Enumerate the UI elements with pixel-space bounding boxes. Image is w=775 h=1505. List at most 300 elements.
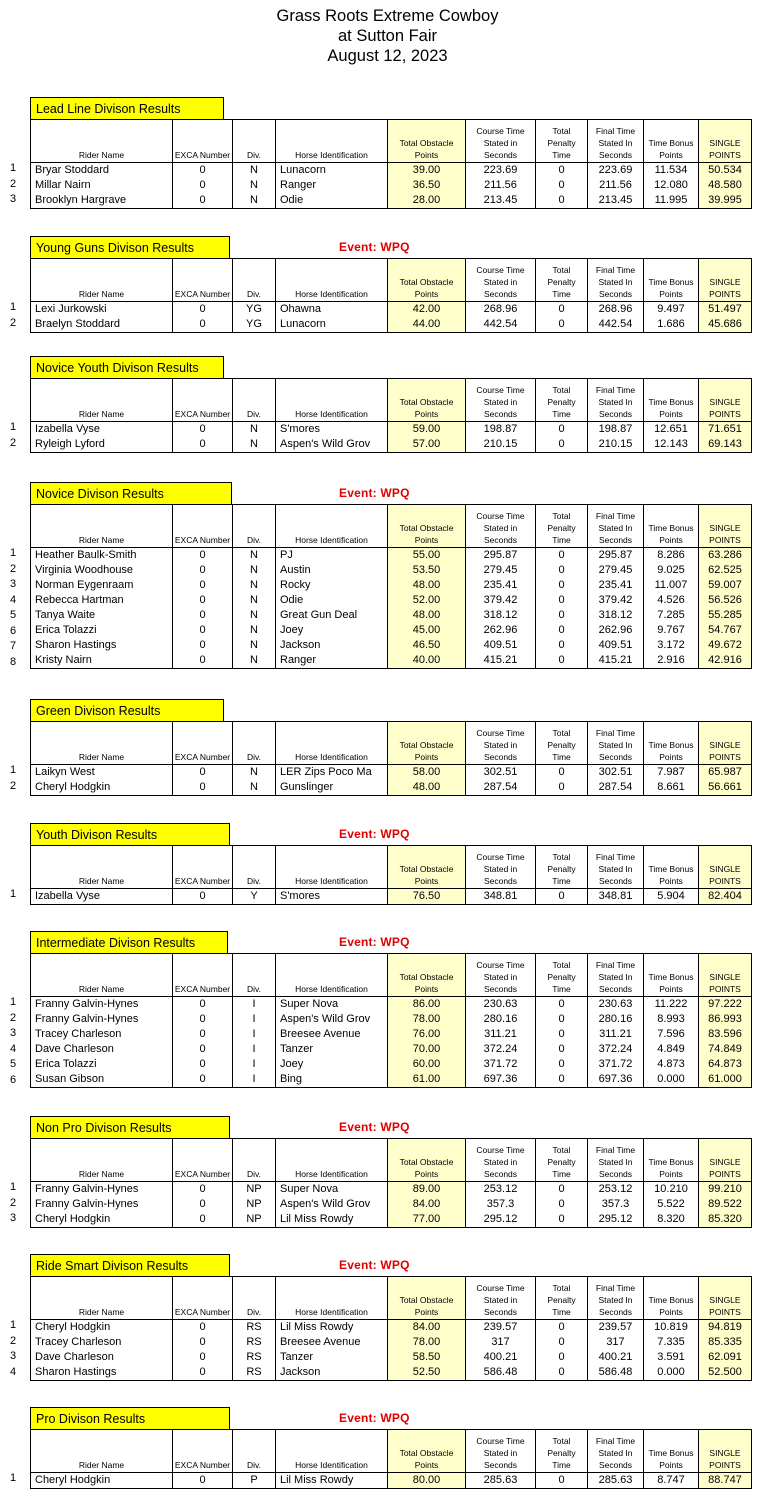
cell-div: I	[233, 1042, 276, 1057]
cell-final: 357.3	[588, 1197, 644, 1212]
cell-exca: 0	[173, 1473, 233, 1489]
cell-horse: LER Zips Poco Ma	[276, 765, 388, 781]
cell-bonus: 11.007	[644, 578, 699, 593]
division-title: Pro Divison Results	[30, 1407, 230, 1429]
cell-penalty: 0	[536, 1042, 588, 1057]
cell-rider: Franny Galvin-Hynes	[31, 1182, 173, 1198]
cell-final: 409.51	[588, 638, 644, 653]
cell-single: 61.000	[699, 1072, 752, 1088]
cell-rider: Sharon Hastings	[31, 1365, 173, 1381]
cell-div: YG	[233, 302, 276, 318]
cell-exca: 0	[173, 623, 233, 638]
cell-bonus: 8.286	[644, 548, 699, 564]
cell-exca: 0	[173, 1182, 233, 1198]
rank-number: 3	[10, 578, 17, 590]
cell-bonus: 0.000	[644, 1072, 699, 1088]
column-header: Rider Name	[31, 1277, 173, 1320]
cell-single: 83.596	[699, 1027, 752, 1042]
column-header: SINGLE POINTS	[699, 1277, 752, 1320]
table-row	[31, 422, 752, 438]
cell-exca: 0	[173, 1320, 233, 1336]
cell-course: 287.54	[466, 780, 536, 796]
title-line-3: August 12, 2023	[327, 47, 448, 65]
cell-bonus: 7.596	[644, 1027, 699, 1042]
rank-number: 5	[10, 1058, 17, 1070]
cell-course: 223.69	[466, 163, 536, 179]
column-header: Total Obstacle Points	[388, 259, 466, 302]
cell-exca: 0	[173, 437, 233, 453]
cell-horse: Austin	[276, 563, 388, 578]
table-row	[31, 1057, 752, 1072]
column-header: Total Penalty Time	[536, 1139, 588, 1182]
cell-penalty: 0	[536, 1057, 588, 1072]
cell-final: 213.45	[588, 193, 644, 209]
cell-penalty: 0	[536, 1320, 588, 1336]
column-header: Course Time Stated in Seconds	[466, 1430, 536, 1473]
cell-horse: Super Nova	[276, 1182, 388, 1198]
column-header: Div.	[233, 954, 276, 997]
rank-number: 5	[10, 609, 17, 621]
column-header: Final Time Stated In Seconds	[588, 259, 644, 302]
rank-column	[10, 763, 16, 794]
column-header: Rider Name	[31, 120, 173, 163]
cell-bonus: 12.651	[644, 422, 699, 438]
header-row	[31, 1139, 752, 1182]
cell-obstacle: 53.50	[388, 563, 466, 578]
cell-exca: 0	[173, 548, 233, 564]
column-header: SINGLE POINTS	[699, 120, 752, 163]
column-header: Horse Identification	[276, 1277, 388, 1320]
rank-column	[10, 420, 16, 451]
cell-div: RS	[233, 1320, 276, 1336]
rank-column	[10, 1471, 16, 1487]
cell-course: 295.12	[466, 1212, 536, 1228]
column-header: EXCA Number	[173, 379, 233, 422]
event-label: Event: WPQ	[339, 1120, 410, 1134]
column-header: Div.	[233, 1139, 276, 1182]
column-header: Time Bonus Points	[644, 259, 699, 302]
rank-number: 1	[10, 162, 17, 174]
cell-final: 285.63	[588, 1473, 644, 1489]
cell-horse: Tanzer	[276, 1350, 388, 1365]
cell-single: 59.007	[699, 578, 752, 593]
column-header: Course Time Stated in Seconds	[466, 722, 536, 765]
rank-number: 3	[10, 193, 17, 205]
cell-horse: Breesee Avenue	[276, 1335, 388, 1350]
cell-exca: 0	[173, 1072, 233, 1088]
cell-div: N	[233, 765, 276, 781]
event-label: Event: WPQ	[339, 1411, 410, 1425]
cell-div: P	[233, 1473, 276, 1489]
cell-course: 280.16	[466, 1012, 536, 1027]
column-header: Total Obstacle Points	[388, 1139, 466, 1182]
cell-bonus: 9.497	[644, 302, 699, 318]
cell-single: 56.661	[699, 780, 752, 796]
cell-course: 235.41	[466, 578, 536, 593]
cell-penalty: 0	[536, 1197, 588, 1212]
cell-final: 586.48	[588, 1365, 644, 1381]
cell-rider: Lexi Jurkowski	[31, 302, 173, 318]
column-header: Time Bonus Points	[644, 120, 699, 163]
cell-course: 400.21	[466, 1350, 536, 1365]
results-table	[30, 721, 752, 796]
results-table	[30, 119, 752, 209]
cell-exca: 0	[173, 563, 233, 578]
cell-horse: Tanzer	[276, 1042, 388, 1057]
rank-number: 2	[10, 779, 17, 792]
cell-exca: 0	[173, 578, 233, 593]
cell-final: 295.87	[588, 548, 644, 564]
column-header: Course Time Stated in Seconds	[466, 1139, 536, 1182]
cell-rider: Tanya Waite	[31, 608, 173, 623]
column-header: Horse Identification	[276, 722, 388, 765]
cell-penalty: 0	[536, 1350, 588, 1365]
column-header: Horse Identification	[276, 379, 388, 422]
column-header: Final Time Stated In Seconds	[588, 1277, 644, 1320]
cell-single: 89.522	[699, 1197, 752, 1212]
cell-horse: PJ	[276, 548, 388, 564]
cell-final: 223.69	[588, 163, 644, 179]
table-row	[31, 1212, 752, 1228]
title-line-2: at Sutton Fair	[337, 27, 438, 45]
rank-number: 1	[10, 1319, 17, 1331]
cell-single: 50.534	[699, 163, 752, 179]
cell-penalty: 0	[536, 422, 588, 438]
rank-number: 1	[10, 421, 17, 433]
column-header: EXCA Number	[173, 120, 233, 163]
cell-course: 213.45	[466, 193, 536, 209]
column-header: Div.	[233, 846, 276, 889]
cell-single: 65.987	[699, 765, 752, 781]
cell-course: 348.81	[466, 889, 536, 905]
cell-bonus: 9.767	[644, 623, 699, 638]
cell-exca: 0	[173, 608, 233, 623]
cell-bonus: 9.025	[644, 563, 699, 578]
cell-div: N	[233, 437, 276, 453]
table-row	[31, 178, 752, 193]
cell-penalty: 0	[536, 1027, 588, 1042]
rank-number: 3	[10, 1027, 17, 1039]
rank-column	[10, 995, 16, 1088]
cell-course: 302.51	[466, 765, 536, 781]
cell-obstacle: 89.00	[388, 1182, 466, 1198]
cell-div: N	[233, 178, 276, 193]
results-table	[30, 504, 752, 669]
cell-penalty: 0	[536, 623, 588, 638]
cell-horse: Bing	[276, 1072, 388, 1088]
division-title: Novice Youth Divison Results	[30, 356, 224, 378]
cell-course: 318.12	[466, 608, 536, 623]
cell-horse: S'mores	[276, 889, 388, 905]
cell-horse: Ohawna	[276, 302, 388, 318]
results-table	[30, 1429, 752, 1489]
cell-obstacle: 45.00	[388, 623, 466, 638]
cell-rider: Franny Galvin-Hynes	[31, 1012, 173, 1027]
cell-bonus: 8.747	[644, 1473, 699, 1489]
cell-obstacle: 59.00	[388, 422, 466, 438]
column-header: EXCA Number	[173, 1430, 233, 1473]
page-title	[0, 6, 775, 66]
cell-course: 317	[466, 1335, 536, 1350]
column-header: SINGLE POINTS	[699, 954, 752, 997]
column-header: EXCA Number	[173, 1139, 233, 1182]
cell-course: 285.63	[466, 1473, 536, 1489]
cell-course: 253.12	[466, 1182, 536, 1198]
table-row	[31, 1335, 752, 1350]
cell-final: 279.45	[588, 563, 644, 578]
cell-div: N	[233, 608, 276, 623]
cell-obstacle: 80.00	[388, 1473, 466, 1489]
column-header: SINGLE POINTS	[699, 1430, 752, 1473]
cell-course: 409.51	[466, 638, 536, 653]
cell-final: 295.12	[588, 1212, 644, 1228]
table-row	[31, 997, 752, 1013]
table-row	[31, 1027, 752, 1042]
results-table	[30, 1138, 752, 1228]
division-title: Lead Line Divison Results	[30, 97, 224, 119]
cell-penalty: 0	[536, 178, 588, 193]
column-header: Total Penalty Time	[536, 259, 588, 302]
column-header: Final Time Stated In Seconds	[588, 954, 644, 997]
cell-div: NP	[233, 1212, 276, 1228]
cell-course: 372.24	[466, 1042, 536, 1057]
column-header: Total Obstacle Points	[388, 505, 466, 548]
cell-rider: Izabella Vyse	[31, 422, 173, 438]
table-row	[31, 1012, 752, 1027]
cell-horse: Lil Miss Rowdy	[276, 1320, 388, 1336]
cell-course: 268.96	[466, 302, 536, 318]
results-table	[30, 258, 752, 333]
cell-rider: Braelyn Stoddard	[31, 317, 173, 333]
column-header: Final Time Stated In Seconds	[588, 722, 644, 765]
cell-exca: 0	[173, 997, 233, 1013]
cell-div: RS	[233, 1350, 276, 1365]
cell-course: 357.3	[466, 1197, 536, 1212]
cell-penalty: 0	[536, 578, 588, 593]
column-header: Div.	[233, 259, 276, 302]
cell-horse: Jackson	[276, 1365, 388, 1381]
division-title: Young Guns Divison Results	[30, 236, 230, 258]
column-header: Time Bonus Points	[644, 954, 699, 997]
cell-penalty: 0	[536, 780, 588, 796]
cell-rider: Cheryl Hodgkin	[31, 780, 173, 796]
rank-number: 2	[10, 1011, 17, 1024]
column-header: Course Time Stated in Seconds	[466, 259, 536, 302]
cell-rider: Rebecca Hartman	[31, 593, 173, 608]
cell-bonus: 0.000	[644, 1365, 699, 1381]
cell-div: N	[233, 163, 276, 179]
cell-single: 48.580	[699, 178, 752, 193]
cell-penalty: 0	[536, 302, 588, 318]
column-header: Total Penalty Time	[536, 505, 588, 548]
cell-penalty: 0	[536, 1212, 588, 1228]
cell-exca: 0	[173, 593, 233, 608]
rank-number: 3	[10, 1212, 17, 1224]
cell-single: 51.497	[699, 302, 752, 318]
cell-bonus: 3.591	[644, 1350, 699, 1365]
cell-bonus: 12.080	[644, 178, 699, 193]
header-row	[31, 505, 752, 548]
cell-obstacle: 52.50	[388, 1365, 466, 1381]
rank-number: 2	[10, 1196, 17, 1209]
table-row	[31, 889, 752, 905]
cell-course: 295.87	[466, 548, 536, 564]
column-header: Horse Identification	[276, 846, 388, 889]
cell-course: 371.72	[466, 1057, 536, 1072]
cell-single: 86.993	[699, 1012, 752, 1027]
cell-rider: Brooklyn Hargrave	[31, 193, 173, 209]
cell-obstacle: 48.00	[388, 608, 466, 623]
rank-number: 8	[10, 655, 17, 668]
column-header: Rider Name	[31, 259, 173, 302]
cell-single: 42.916	[699, 653, 752, 669]
event-label: Event: WPQ	[339, 1258, 410, 1272]
cell-obstacle: 52.00	[388, 593, 466, 608]
column-header: Rider Name	[31, 722, 173, 765]
results-table	[30, 845, 752, 905]
header-row	[31, 1430, 752, 1473]
table-row	[31, 193, 752, 209]
cell-course: 311.21	[466, 1027, 536, 1042]
column-header: Horse Identification	[276, 1430, 388, 1473]
cell-penalty: 0	[536, 193, 588, 209]
column-header: Total Penalty Time	[536, 1277, 588, 1320]
cell-div: I	[233, 1027, 276, 1042]
cell-div: N	[233, 548, 276, 564]
rank-number: 4	[10, 1042, 17, 1055]
column-header: Div.	[233, 1277, 276, 1320]
cell-course: 211.56	[466, 178, 536, 193]
cell-final: 302.51	[588, 765, 644, 781]
rank-column	[10, 1180, 16, 1227]
cell-bonus: 8.993	[644, 1012, 699, 1027]
results-table	[30, 953, 752, 1088]
cell-rider: Millar Nairn	[31, 178, 173, 193]
cell-rider: Virginia Woodhouse	[31, 563, 173, 578]
cell-final: 442.54	[588, 317, 644, 333]
column-header: SINGLE POINTS	[699, 1139, 752, 1182]
results-table	[30, 1276, 752, 1381]
cell-exca: 0	[173, 765, 233, 781]
title-line-1: Grass Roots Extreme Cowboy	[276, 7, 499, 25]
rank-number: 1	[10, 1472, 17, 1484]
column-header: Horse Identification	[276, 259, 388, 302]
cell-rider: Cheryl Hodgkin	[31, 1473, 173, 1489]
column-header: Rider Name	[31, 954, 173, 997]
cell-final: 239.57	[588, 1320, 644, 1336]
cell-div: YG	[233, 317, 276, 333]
cell-bonus: 8.661	[644, 780, 699, 796]
cell-final: 262.96	[588, 623, 644, 638]
header-row	[31, 379, 752, 422]
column-header: Time Bonus Points	[644, 1277, 699, 1320]
table-row	[31, 563, 752, 578]
cell-obstacle: 48.00	[388, 578, 466, 593]
cell-single: 99.210	[699, 1182, 752, 1198]
column-header: SINGLE POINTS	[699, 722, 752, 765]
cell-div: Y	[233, 889, 276, 905]
cell-final: 379.42	[588, 593, 644, 608]
cell-div: N	[233, 193, 276, 209]
cell-horse: Odie	[276, 193, 388, 209]
cell-div: N	[233, 563, 276, 578]
rank-column	[10, 546, 16, 670]
column-header: SINGLE POINTS	[699, 379, 752, 422]
cell-div: N	[233, 638, 276, 653]
column-header: Div.	[233, 505, 276, 548]
column-header: Rider Name	[31, 379, 173, 422]
cell-horse: Ranger	[276, 178, 388, 193]
cell-course: 379.42	[466, 593, 536, 608]
cell-final: 372.24	[588, 1042, 644, 1057]
cell-obstacle: 36.50	[388, 178, 466, 193]
cell-single: 71.651	[699, 422, 752, 438]
cell-obstacle: 44.00	[388, 317, 466, 333]
cell-div: N	[233, 623, 276, 638]
cell-obstacle: 78.00	[388, 1012, 466, 1027]
cell-obstacle: 48.00	[388, 780, 466, 796]
cell-bonus: 3.172	[644, 638, 699, 653]
cell-horse: Jackson	[276, 638, 388, 653]
table-row	[31, 1365, 752, 1381]
table-row	[31, 765, 752, 781]
column-header: SINGLE POINTS	[699, 505, 752, 548]
cell-final: 311.21	[588, 1027, 644, 1042]
column-header: EXCA Number	[173, 1277, 233, 1320]
cell-final: 318.12	[588, 608, 644, 623]
cell-final: 211.56	[588, 178, 644, 193]
cell-bonus: 7.285	[644, 608, 699, 623]
rank-number: 1	[10, 301, 17, 313]
cell-single: 69.143	[699, 437, 752, 453]
cell-bonus: 4.849	[644, 1042, 699, 1057]
cell-single: 49.672	[699, 638, 752, 653]
results-table	[30, 378, 752, 453]
cell-rider: Susan Gibson	[31, 1072, 173, 1088]
division-title: Non Pro Divison Results	[30, 1116, 230, 1138]
event-label: Event: WPQ	[339, 827, 410, 841]
column-header: EXCA Number	[173, 846, 233, 889]
cell-single: 85.320	[699, 1212, 752, 1228]
column-header: Course Time Stated in Seconds	[466, 1277, 536, 1320]
table-row	[31, 1072, 752, 1088]
column-header: Total Obstacle Points	[388, 722, 466, 765]
cell-exca: 0	[173, 1027, 233, 1042]
column-header: SINGLE POINTS	[699, 846, 752, 889]
table-row	[31, 608, 752, 623]
cell-final: 235.41	[588, 578, 644, 593]
division-title: Green Divison Results	[30, 699, 224, 721]
column-header: Total Obstacle Points	[388, 120, 466, 163]
column-header: Total Obstacle Points	[388, 954, 466, 997]
cell-penalty: 0	[536, 548, 588, 564]
cell-single: 64.873	[699, 1057, 752, 1072]
division-title: Novice Divison Results	[30, 482, 232, 504]
cell-div: N	[233, 593, 276, 608]
cell-horse: Aspen's Wild Grov	[276, 437, 388, 453]
cell-single: 88.747	[699, 1473, 752, 1489]
cell-rider: Tracey Charleson	[31, 1335, 173, 1350]
column-header: Time Bonus Points	[644, 379, 699, 422]
cell-single: 54.767	[699, 623, 752, 638]
table-row	[31, 578, 752, 593]
cell-course: 198.87	[466, 422, 536, 438]
table-row	[31, 437, 752, 453]
column-header: Final Time Stated In Seconds	[588, 120, 644, 163]
cell-bonus: 2.916	[644, 653, 699, 669]
cell-obstacle: 57.00	[388, 437, 466, 453]
rank-number: 7	[10, 640, 17, 652]
